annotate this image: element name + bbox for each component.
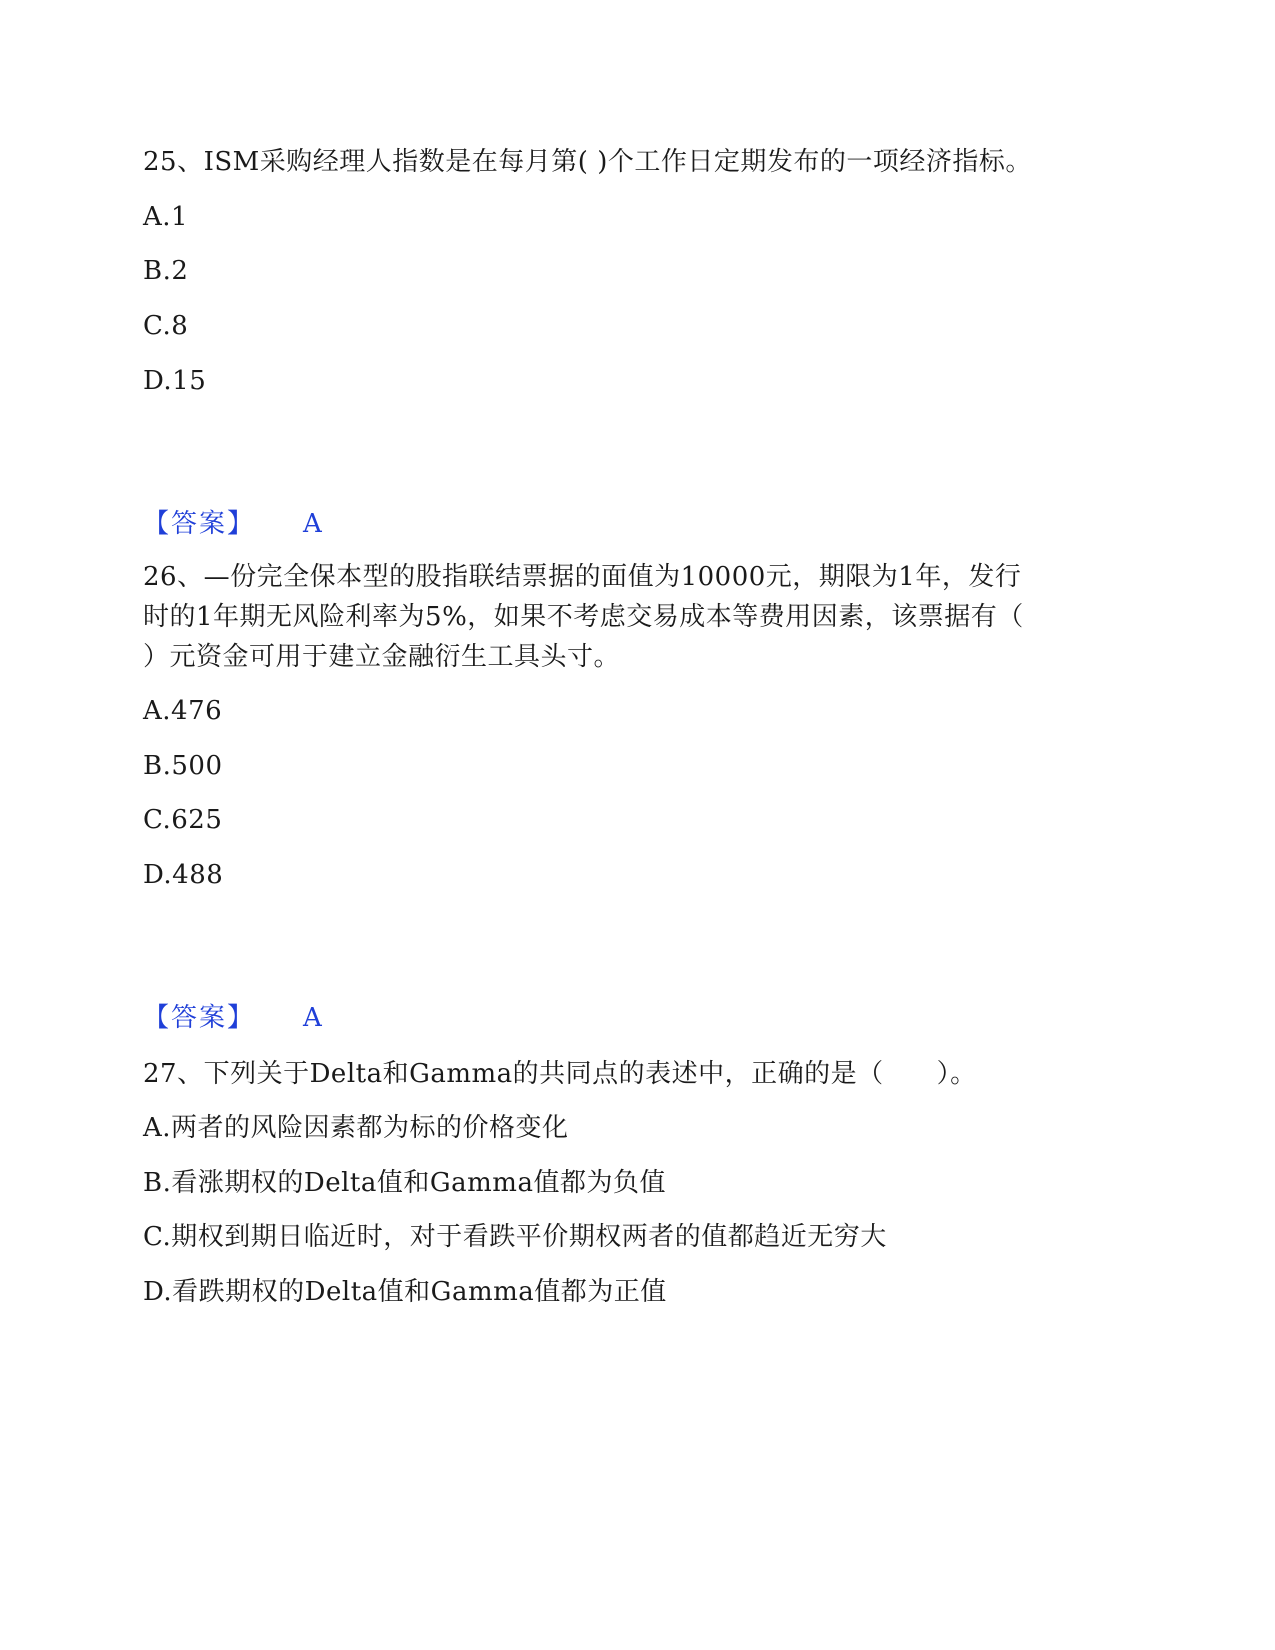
answer-label: 【答案】: [143, 509, 256, 539]
question-26-stem-line-2: 时的1年期无风险利率为5%，如果不考虑交易成本等费用因素，该票据有（: [143, 602, 1024, 632]
question-25-option-b: B.2: [143, 256, 189, 286]
answer-label: 【答案】: [143, 1003, 256, 1033]
question-26-option-c: C.625: [143, 805, 223, 835]
question-26-option-d: D.488: [143, 860, 224, 890]
question-25-option-c: C.8: [143, 311, 189, 341]
answer-value: A: [303, 509, 322, 539]
answer-value: A: [303, 1003, 322, 1033]
question-25-option-d: D.15: [143, 366, 207, 396]
question-27-option-c: C.期权到期日临近时，对于看跌平价期权两者的值都趋近无穷大: [143, 1222, 887, 1252]
question-27-option-b: B.看涨期权的Delta值和Gamma值都为负值: [143, 1168, 666, 1198]
question-27-option-a: A.两者的风险因素都为标的价格变化: [143, 1113, 569, 1143]
question-26-option-a: A.476: [143, 696, 223, 726]
question-25-answer: [143, 507, 322, 541]
question-27-option-d: D.看跌期权的Delta值和Gamma值都为正值: [143, 1277, 667, 1307]
question-25-option-a: A.1: [143, 202, 189, 232]
question-27-stem: 27、下列关于Delta和Gamma的共同点的表述中，正确的是（ ）。: [143, 1059, 977, 1089]
question-26-stem-line-1: 26、—份完全保本型的股指联结票据的面值为10000元，期限为1年，发行: [143, 562, 1022, 592]
question-26-option-b: B.500: [143, 751, 223, 781]
question-26-answer: [143, 1001, 322, 1035]
question-25-stem: 25、ISM采购经理人指数是在每月第( )个工作日定期发布的一项经济指标。: [143, 147, 1032, 177]
question-26-stem-line-3: ）元资金可用于建立金融衍生工具头寸。: [143, 642, 621, 672]
